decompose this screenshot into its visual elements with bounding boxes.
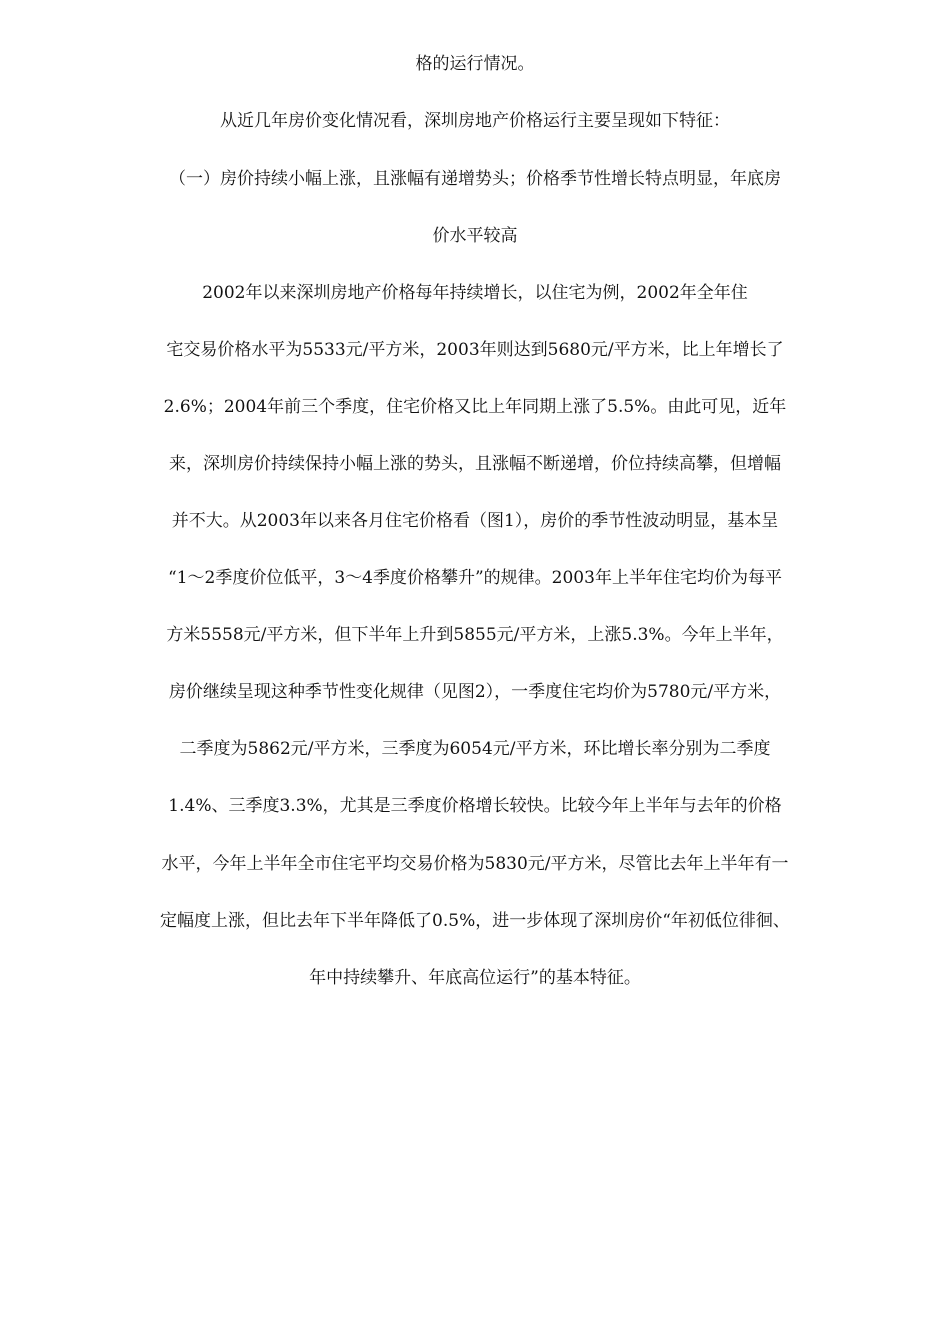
paragraph-line-3: 2.6%；2004年前三个季度，住宅价格又比上年同期上涨了5.5%。由此可见，近年 (163, 397, 787, 417)
section-heading-line-1: （一）房价持续小幅上涨，且涨幅有递增势头；价格季节性增长特点明显，年底房 (169, 169, 781, 189)
paragraph-line-8: 房价继续呈现这种季节性变化规律（见图2），一季度住宅均价为5780元/平方米， (168, 682, 782, 702)
paragraph-line-6: “1～2季度价位低平，3～4季度价格攀升”的规律。2003年上半年住宅均价为每平 (168, 568, 782, 588)
text-line-1: 格的运行情况。 (415, 54, 535, 74)
paragraph-line-9: 二季度为5862元/平方米，三季度为6054元/平方米，环比增长率分别为二季度 (179, 739, 771, 759)
paragraph-line-5: 并不大。从2003年以来各月住宅价格看（图1），房价的季节性波动明显，基本呈 (171, 511, 779, 531)
paragraph-line-4: 来，深圳房价持续保持小幅上涨的势头，且涨幅不断递增，价位持续高攀，但增幅 (169, 454, 781, 474)
text-line-2: 从近几年房价变化情况看，深圳房地产价格运行主要呈现如下特征： (220, 111, 730, 131)
paragraph-line-7: 方米5558元/平方米，但下半年上升到5855元/平方米，上涨5.3%。今年上半年， (166, 625, 784, 645)
section-heading-line-2: 价水平较高 (432, 226, 518, 246)
paragraph-line-2: 宅交易价格水平为5533元/平方米，2003年则达到5680元/平方米，比上年增长了 (166, 340, 784, 360)
paragraph-line-11: 水平，今年上半年全市住宅平均交易价格为5830元/平方米，尽管比去年上半年有一 (161, 854, 789, 874)
paragraph-line-13: 年中持续攀升、年底高位运行”的基本特征。 (309, 968, 641, 988)
paragraph-line-1: 2002年以来深圳房地产价格每年持续增长，以住宅为例，2002年全年住 (202, 283, 748, 303)
paragraph-line-12: 定幅度上涨，但比去年下半年降低了0.5%，进一步体现了深圳房价“年初低位徘徊、 (160, 911, 790, 931)
paragraph-line-10: 1.4%、三季度3.3%，尤其是三季度价格增长较快。比较今年上半年与去年的价格 (168, 796, 782, 816)
